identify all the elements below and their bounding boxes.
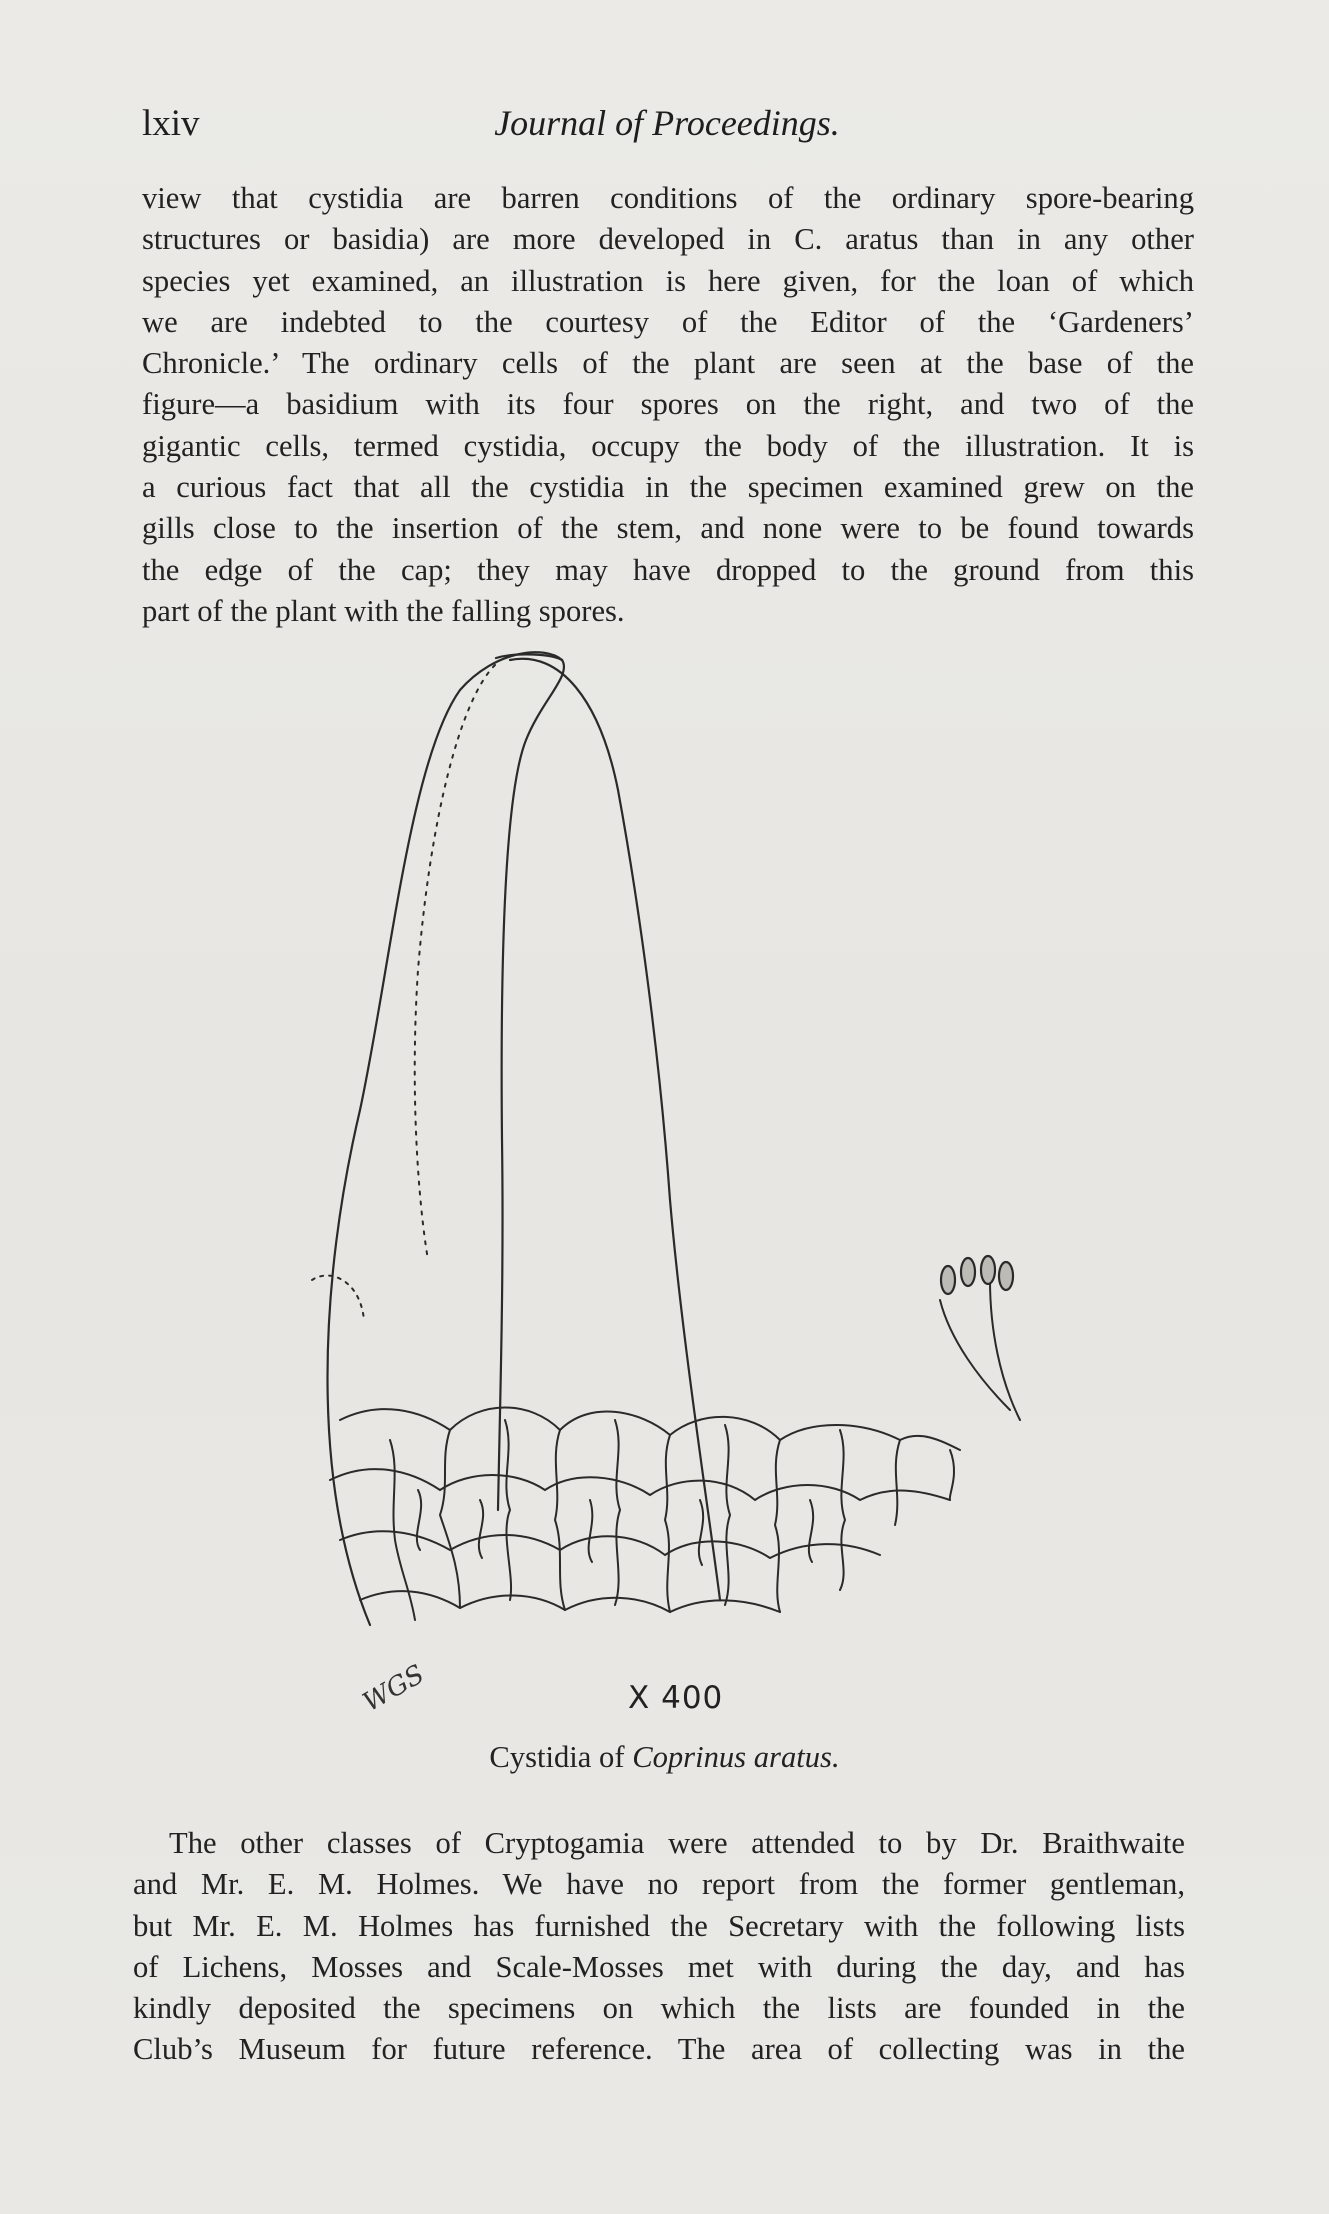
text-line: gills close to the insertion of the stem, and none were to be found towards <box>142 511 1194 546</box>
paragraph-cryptogamia <box>133 1823 1185 2071</box>
text-line: view that cystidia are barren conditions of the ordinary spore-bearing <box>142 181 1194 215</box>
artist-signature: WGS <box>358 1659 430 1718</box>
caption-species: Coprinus aratus. <box>632 1740 840 1774</box>
paragraph-cystidia <box>142 178 1194 632</box>
text-line: the edge of the cap; they may have dropped to the ground from this <box>142 552 1194 587</box>
text-line: but Mr. E. M. Holmes has furnished the Secretary with the following lists <box>133 1908 1185 1943</box>
text-line: The other classes of Cryptogamia were attended to by Dr. Braithwaite <box>169 1826 1185 1860</box>
page-header <box>142 98 1192 154</box>
text-line: a curious fact that all the cystidia in the specimen examined grew on the <box>142 470 1194 505</box>
page-number: lxiv <box>142 103 200 144</box>
text-line: part of the plant with the falling spores. <box>142 593 625 628</box>
text-line: figure—a basidium with its four spores on the right, and two of the <box>142 387 1194 422</box>
caption-text: Cystidia of <box>489 1740 633 1774</box>
text-line: and Mr. E. M. Holmes. We have no report from the former gentleman, <box>133 1867 1185 1902</box>
magnification-label: X 400 <box>628 1680 724 1716</box>
text-line: Chronicle.’ The ordinary cells of the plant are seen at the base of the <box>142 346 1194 381</box>
text-line: species yet examined, an illustration is here given, for the loan of which <box>142 263 1194 298</box>
text-line: Club’s Museum for future reference. The area of collecting was in the <box>133 2032 1185 2067</box>
figure-caption <box>0 1740 1329 1775</box>
text-line: of Lichens, Mosses and Scale-Mosses met with during the day, and has <box>133 1949 1185 1984</box>
text-line: gigantic cells, termed cystidia, occupy the body of the illustration. It is <box>142 428 1194 463</box>
running-title: Journal of Proceedings. <box>494 103 840 143</box>
cystidia-drawing <box>300 640 1060 1710</box>
cystidia-illustration <box>300 640 1060 1710</box>
text-line: kindly deposited the specimens on which the lists are founded in the <box>133 1991 1185 2026</box>
text-line: structures or basidia) are more developed in C. aratus than in any other <box>142 222 1194 257</box>
text-line: we are indebted to the courtesy of the Editor of the ‘Gardeners’ <box>142 304 1194 339</box>
